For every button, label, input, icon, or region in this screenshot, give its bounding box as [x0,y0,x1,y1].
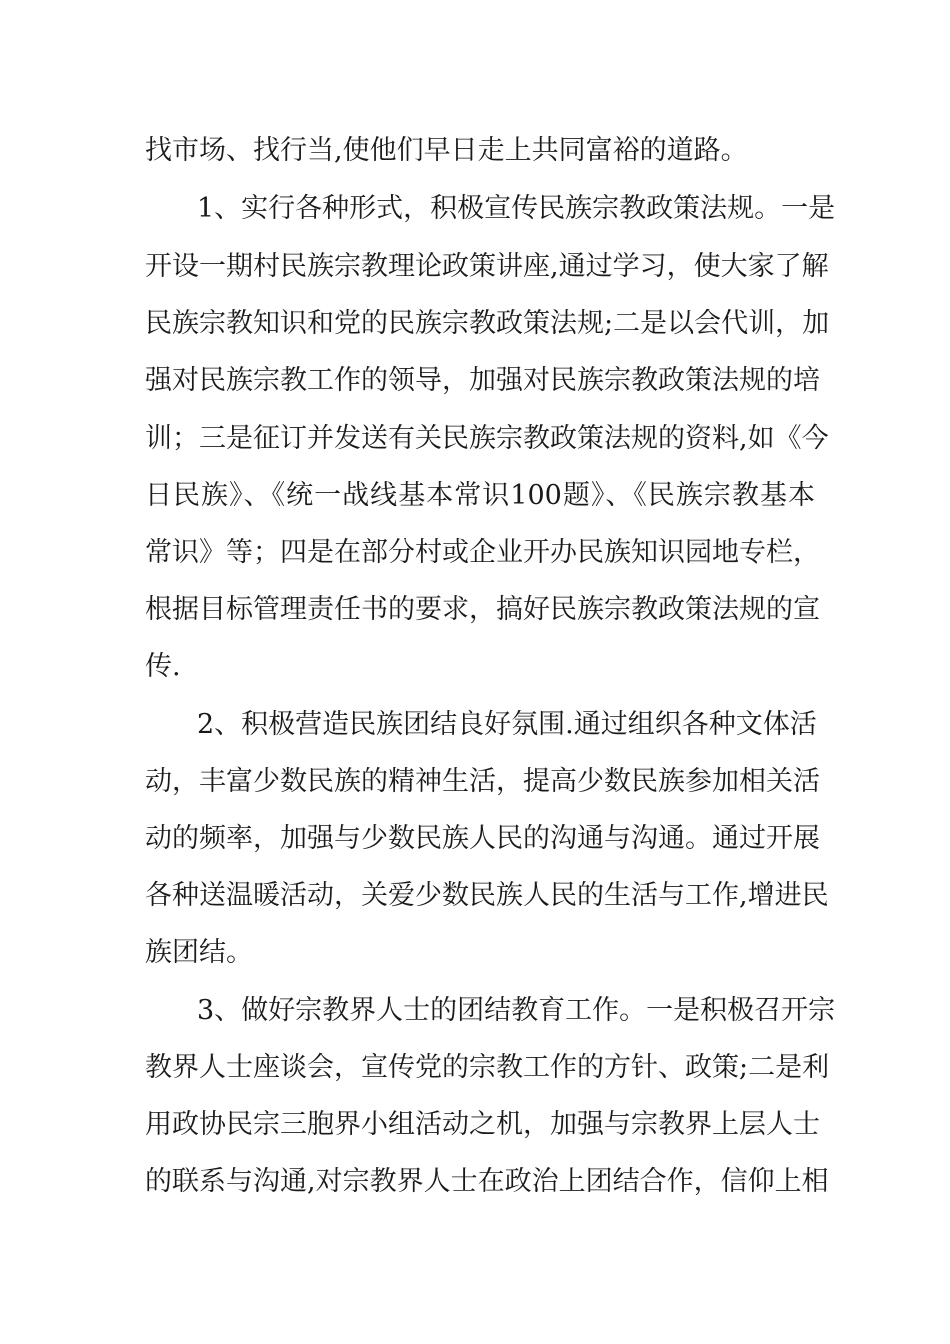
text-line: 常识》等；四是在部分村或企业开办民族知识园地专栏， [145,537,820,568]
text-line: 用政协民宗三胞界小组活动之机，加强与宗教界上层人士 [145,1109,820,1140]
text-line: 教界人士座谈会，宣传党的宗教工作的方针、政策;二是利 [145,1052,830,1083]
text-line: 日民族》、《统一战线基本常识100题》、《民族宗教基本 [145,480,815,511]
text-line: 族团结。 [145,937,253,968]
paragraph-1-heading-line: 1、实行各种形式，积极宣传民族宗教政策法规。一是 [197,193,836,224]
text-line: 民族宗教知识和党的民族宗教政策法规;二是以会代训，加 [145,308,830,339]
text-line: 各种送温暖活动，关爱少数民族人民的生活与工作,增进民 [145,880,829,911]
paragraph-3-heading-line: 3、做好宗教界人士的团结教育工作。一是积极召开宗 [197,995,836,1026]
text-line: 根据目标管理责任书的要求，搞好民族宗教政策法规的宣 [145,594,820,625]
text-line: 强对民族宗教工作的领导，加强对民族宗教政策法规的培 [145,365,820,396]
text-line: 动的频率，加强与少数民族人民的沟通与沟通。通过开展 [145,823,820,854]
text-line: 开设一期村民族宗教理论政策讲座,通过学习，使大家了解 [145,251,829,282]
paragraph-2-heading-line: 2、积极营造民族团结良好氛围.通过组织各种文体活 [197,709,817,740]
text-line: 的联系与沟通,对宗教界人士在政治上团结合作，信仰上相 [145,1166,829,1197]
text-line: 传. [145,651,181,682]
text-line: 找市场、找行当,使他们早日走上共同富裕的道路。 [145,135,748,166]
text-line: 训；三是征订并发送有关民族宗教政策法规的资料,如《今 [145,423,829,454]
text-line: 动，丰富少数民族的精神生活，提高少数民族参加相关活 [145,766,820,797]
